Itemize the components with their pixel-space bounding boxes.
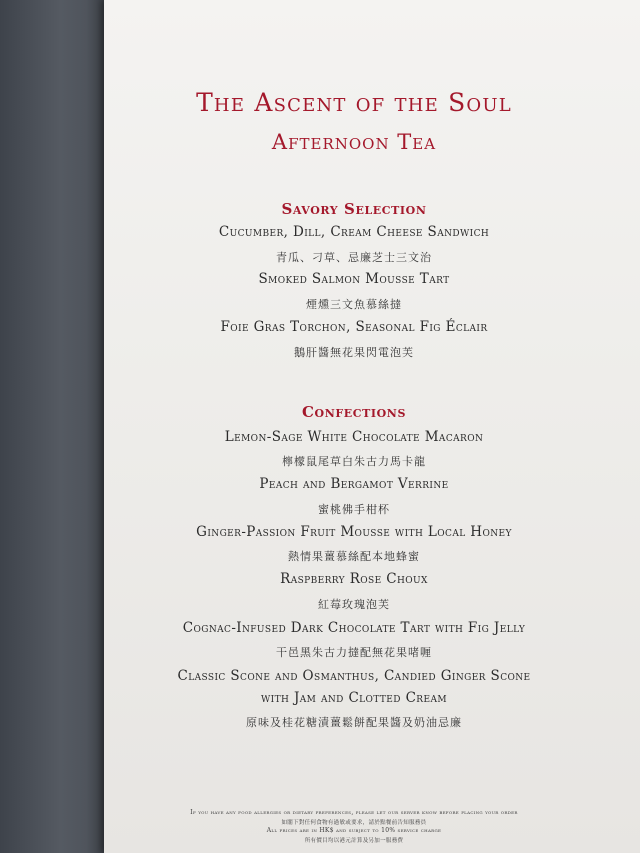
menu-item-name: Smoked Salmon Mousse Tart (258, 271, 450, 287)
allergy-notice-zh: 如閣下對任何食物有過敏或要求，請於點餐前告知服務員 (281, 820, 427, 826)
menu-item-name: Lemon-Sage White Chocolate Macaron (224, 429, 484, 445)
menu-title: The Ascent of the Soul (196, 88, 512, 117)
price-notice: All prices are in HK$ and subject to 10% service charge (266, 827, 442, 834)
menu-item-name: Cucumber, Dill, Cream Cheese Sandwich (218, 224, 490, 240)
menu-item-name-zh: 鵝肝醬無花果閃電泡芙 (294, 346, 414, 359)
menu-item-name: Raspberry Rose Choux (280, 571, 428, 587)
menu-item-name-zh: 蜜桃佛手柑杯 (318, 503, 390, 516)
price-notice-zh: 所有價目均以港元計算及另加一服務費 (304, 838, 404, 844)
menu-item-name: Classic Scone and Osmanthus, Candied Ginger Scone (177, 668, 531, 684)
menu-item-name-zh: 原味及桂花糖漬薑鬆餅配果醬及奶油忌廉 (246, 716, 462, 729)
menu-item-name-zh: 熱情果薑慕絲配本地蜂蜜 (288, 550, 420, 563)
menu-item-name-zh: 紅莓玫瑰泡芙 (318, 598, 390, 611)
menu-item-name: Foie Gras Torchon, Seasonal Fig Éclair (220, 319, 488, 335)
menu-item-name-zh: 煙燻三文魚慕絲撻 (306, 298, 402, 311)
menu-item-name-zh: 青瓜、刁草、忌廉芝士三文治 (276, 251, 432, 264)
section-heading-confections: Confections (301, 403, 407, 421)
section-heading-savory: Savory Selection (281, 200, 427, 218)
menu-page (104, 0, 640, 853)
menu-item-name: Cognac-Infused Dark Chocolate Tart with Fig Jelly (182, 620, 526, 636)
menu-item-name-continued: with Jam and Clotted Cream (261, 690, 447, 706)
menu-subtitle: Afternoon Tea (271, 130, 437, 154)
menu-item-name-zh: 干邑黑朱古力撻配無花果啫喱 (276, 646, 432, 659)
allergy-notice: If you have any food allergies or dietary preferences, please let our server know before placing your order (190, 809, 518, 816)
menu-item-name: Ginger-Passion Fruit Mousse with Local Honey (196, 524, 512, 540)
menu-item-name: Peach and Bergamot Verrine (259, 476, 449, 492)
menu-item-name-zh: 檸檬鼠尾草白朱古力馬卡龍 (282, 455, 426, 468)
